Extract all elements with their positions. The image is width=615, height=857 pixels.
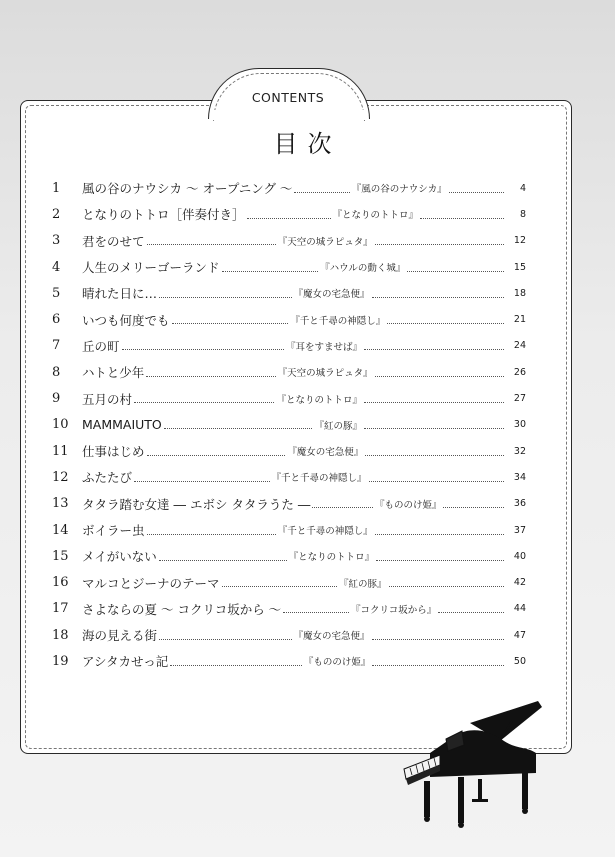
toc-leader-dots	[147, 534, 276, 535]
toc-leader-dots	[375, 534, 504, 535]
toc-number: 2	[52, 206, 61, 222]
table-of-contents	[52, 175, 526, 675]
toc-leader-dots	[294, 192, 349, 193]
toc-song-title: 風の谷のナウシカ ～ オープニング ～	[82, 181, 293, 197]
toc-row[interactable]	[52, 254, 526, 280]
toc-song-title: 晴れた日に…	[82, 286, 158, 302]
toc-leader-dots	[159, 639, 291, 640]
toc-leader-dots	[283, 612, 349, 613]
toc-movie-title: 『コクリコ坂から』	[350, 604, 437, 616]
toc-song-title: アシタカせっ記	[82, 654, 169, 670]
toc-leader-dots	[364, 349, 504, 350]
toc-leader-dots	[222, 586, 337, 587]
toc-song-title: 仕事はじめ	[82, 444, 145, 460]
toc-leader-dots	[122, 349, 284, 350]
toc-row[interactable]	[52, 175, 526, 201]
toc-movie-title: 『魔女の宅急便』	[287, 447, 364, 459]
toc-row[interactable]	[52, 543, 526, 569]
toc-leader-dots	[449, 192, 504, 193]
toc-page-number: 27	[513, 393, 526, 405]
toc-number: 3	[52, 233, 61, 249]
toc-number: 5	[52, 285, 61, 301]
toc-page-number: 26	[513, 366, 526, 378]
toc-movie-title: 『紅の豚』	[339, 578, 387, 590]
toc-song-title: マルコとジーナのテーマ	[82, 575, 220, 591]
toc-page-number: 40	[513, 550, 526, 562]
toc-page-number: 21	[513, 314, 526, 326]
toc-number: 11	[52, 443, 69, 459]
toc-movie-title: 『千と千尋の神隠し』	[271, 473, 367, 485]
contents-label: CONTENTS	[251, 90, 325, 105]
toc-song-title: いつも何度でも	[82, 312, 170, 328]
toc-leader-dots	[365, 455, 504, 456]
toc-row[interactable]	[52, 648, 526, 674]
toc-leader-dots	[147, 455, 286, 456]
toc-page-number: 47	[513, 629, 526, 641]
toc-page-number: 50	[513, 655, 526, 667]
toc-number: 16	[52, 575, 69, 591]
toc-number: 6	[52, 312, 61, 328]
toc-leader-dots	[443, 507, 504, 508]
toc-row[interactable]	[52, 412, 526, 438]
toc-song-title: タタラ踏む女達 ― エボシ タタラうた ―	[82, 496, 311, 512]
toc-movie-title: 『となりのトトロ』	[276, 394, 362, 406]
toc-row[interactable]	[52, 228, 526, 254]
toc-row[interactable]	[52, 569, 526, 595]
toc-page-number: 32	[513, 445, 526, 457]
toc-number: 15	[52, 548, 69, 564]
toc-movie-title: 『紅の豚』	[314, 420, 362, 432]
toc-leader-dots	[147, 244, 276, 245]
toc-leader-dots	[172, 323, 289, 324]
page-title: 目次	[273, 130, 342, 158]
toc-row[interactable]	[52, 385, 526, 411]
toc-leader-dots	[164, 428, 313, 429]
toc-number: 12	[52, 469, 69, 485]
toc-leader-dots	[134, 481, 269, 482]
toc-number: 13	[52, 496, 69, 512]
toc-leader-dots	[222, 271, 319, 272]
toc-number: 8	[52, 364, 61, 380]
toc-song-title: 五月の村	[82, 391, 133, 407]
toc-number: 17	[52, 601, 69, 617]
toc-song-title: 丘の町	[82, 338, 120, 354]
toc-page-number: 8	[519, 208, 526, 220]
toc-leader-dots	[364, 428, 504, 429]
toc-page-number: 12	[513, 235, 526, 247]
toc-song-title: ハトと少年	[82, 365, 145, 381]
toc-movie-title: 『千と千尋の神隠し』	[277, 526, 373, 537]
toc-leader-dots	[389, 586, 504, 587]
toc-leader-dots	[134, 402, 274, 403]
toc-leader-dots	[407, 271, 504, 272]
toc-row[interactable]	[52, 438, 526, 464]
toc-page-number: 42	[513, 577, 526, 589]
toc-row[interactable]	[52, 333, 526, 359]
toc-movie-title: 『ハウルの動く城』	[320, 263, 406, 275]
toc-row[interactable]	[52, 596, 526, 622]
toc-row[interactable]	[52, 464, 526, 490]
toc-page-number: 18	[513, 287, 526, 299]
toc-movie-title: 『耳をすませば』	[285, 341, 362, 353]
toc-leader-dots	[159, 297, 291, 298]
toc-movie-title: 『魔女の宅急便』	[293, 631, 370, 643]
toc-leader-dots	[438, 612, 504, 613]
toc-leader-dots	[146, 376, 275, 377]
toc-movie-title: 『風の谷のナウシカ』	[351, 184, 447, 196]
toc-song-title: さよならの夏 ～ コクリコ坂から ～	[82, 601, 282, 617]
toc-row[interactable]	[52, 201, 526, 227]
toc-leader-dots	[375, 244, 504, 245]
toc-row[interactable]	[52, 622, 526, 648]
toc-song-title: ボイラー虫	[82, 523, 145, 538]
toc-movie-title: 『もののけ姫』	[374, 499, 442, 511]
toc-row[interactable]	[52, 491, 526, 517]
toc-movie-title: 『天空の城ラピュタ』	[277, 368, 373, 380]
toc-song-title: 人生のメリーゴーランド	[82, 260, 220, 276]
toc-song-title: メイがいない	[82, 549, 157, 565]
toc-number: 10	[52, 417, 69, 433]
toc-page-number: 30	[513, 419, 526, 431]
grand-piano-icon	[400, 695, 550, 835]
toc-number: 9	[52, 391, 61, 407]
toc-number: 14	[52, 522, 69, 538]
toc-leader-dots	[372, 639, 504, 640]
toc-page-number: 4	[519, 182, 526, 194]
toc-page-number: 44	[513, 603, 527, 615]
toc-leader-dots	[387, 323, 504, 324]
toc-leader-dots	[369, 481, 504, 482]
toc-page-number: 37	[513, 524, 526, 536]
toc-number: 4	[52, 259, 61, 275]
toc-page-number: 36	[513, 498, 527, 510]
toc-page-number: 15	[513, 261, 527, 273]
toc-leader-dots	[375, 376, 504, 377]
toc-number: 19	[52, 653, 69, 669]
toc-leader-dots	[247, 218, 331, 219]
toc-page-number: 34	[513, 471, 526, 483]
toc-song-title: 君をのせて	[82, 233, 145, 249]
toc-movie-title: 『となりのトトロ』	[288, 552, 375, 564]
toc-movie-title: 『千と千尋の神隠し』	[290, 315, 386, 327]
toc-leader-dots	[420, 218, 504, 219]
toc-leader-dots	[372, 297, 504, 298]
toc-movie-title: 『魔女の宅急便』	[293, 289, 370, 301]
toc-row[interactable]	[52, 517, 526, 543]
toc-row[interactable]	[52, 359, 526, 385]
toc-row[interactable]	[52, 306, 526, 332]
toc-song-title: 海の見える街	[82, 628, 158, 644]
toc-leader-dots	[372, 665, 504, 666]
toc-leader-dots	[312, 507, 373, 508]
toc-leader-dots	[170, 665, 302, 666]
toc-number: 18	[52, 627, 69, 643]
toc-number: 7	[52, 338, 61, 354]
toc-row[interactable]	[52, 280, 526, 306]
toc-song-title: MAMMAIUTO	[82, 417, 162, 433]
toc-page-number: 24	[513, 340, 526, 352]
toc-leader-dots	[376, 560, 504, 561]
toc-leader-dots	[159, 560, 287, 561]
toc-movie-title: 『となりのトトロ』	[332, 210, 419, 222]
toc-song-title: となりのトトロ［伴奏付き］	[82, 207, 245, 223]
toc-number: 1	[52, 180, 61, 196]
toc-leader-dots	[364, 402, 504, 403]
toc-movie-title: 『もののけ姫』	[303, 657, 371, 669]
toc-song-title: ふたたび	[82, 470, 133, 486]
toc-movie-title: 『天空の城ラピュタ』	[277, 236, 373, 248]
